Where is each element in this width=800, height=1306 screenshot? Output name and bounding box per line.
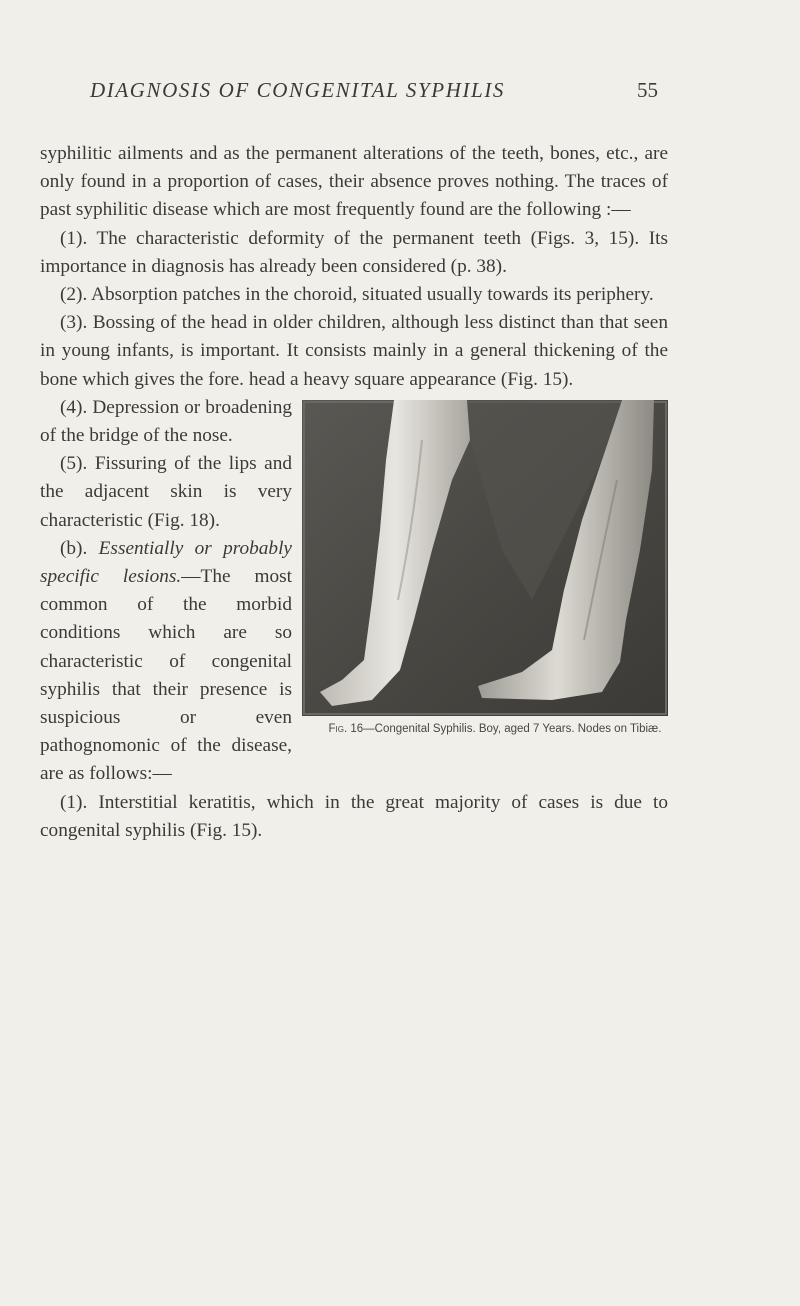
running-title: DIAGNOSIS OF CONGENITAL SYPHILIS [90,78,506,102]
caption-text: —Congenital Syphilis. Boy, aged 7 Years. Nodes on Tibiæ. [363,722,662,735]
running-header [90,78,658,108]
paragraph-nose: (4). Depression or broadening of the bridge of the nose. [40,396,292,447]
figure-16 [302,400,668,737]
section-text: —The most common of the morbid conditions which are so characteristic of congenital syphilis that their presence is suspicious or even pathognomonic of the disease, are as follows:— [40,566,293,785]
caption-label: Fig. 16 [328,722,364,735]
paragraph-lips: (5). Fissuring of the lips and the adjacent skin is very characteristic (Fig. 18). [40,453,292,531]
paragraph-bossing: (3). Bossing of the head in older children, although less distinct than that seen in young infants, is important. It consists mainly in a general thickening of the bone which gives the fore. head a heavy square appearance (Fig. 15). [40,312,668,390]
section-label: (b). [60,537,88,559]
body-text [40,140,668,845]
section-heading: Essentially or probably specific lesions. [40,537,292,588]
plate-photograph [302,400,668,716]
figure-caption [302,722,668,737]
paragraph-keratitis: (1). Interstitial keratitis, which in the great majority of cases is due to congenital syphilis (Fig. 15). [40,791,668,841]
paragraph-choroid: (2). Absorption patches in the choroid, situated usually towards its periphery. [60,284,654,306]
paragraph-teeth: (1). The characteristic deformity of the permanent teeth (Figs. 3, 15). Its importance in diagnosis has already been considered (p. 38). [40,227,668,277]
page-number: 55 [637,78,658,102]
paragraph-intro: syphilitic ailments and as the permanent alterations of the teeth, bones, etc., are only found in a proportion of cases, their absence proves nothing. The traces of past syphilitic disease which are most frequently found are the following :— [40,143,668,221]
